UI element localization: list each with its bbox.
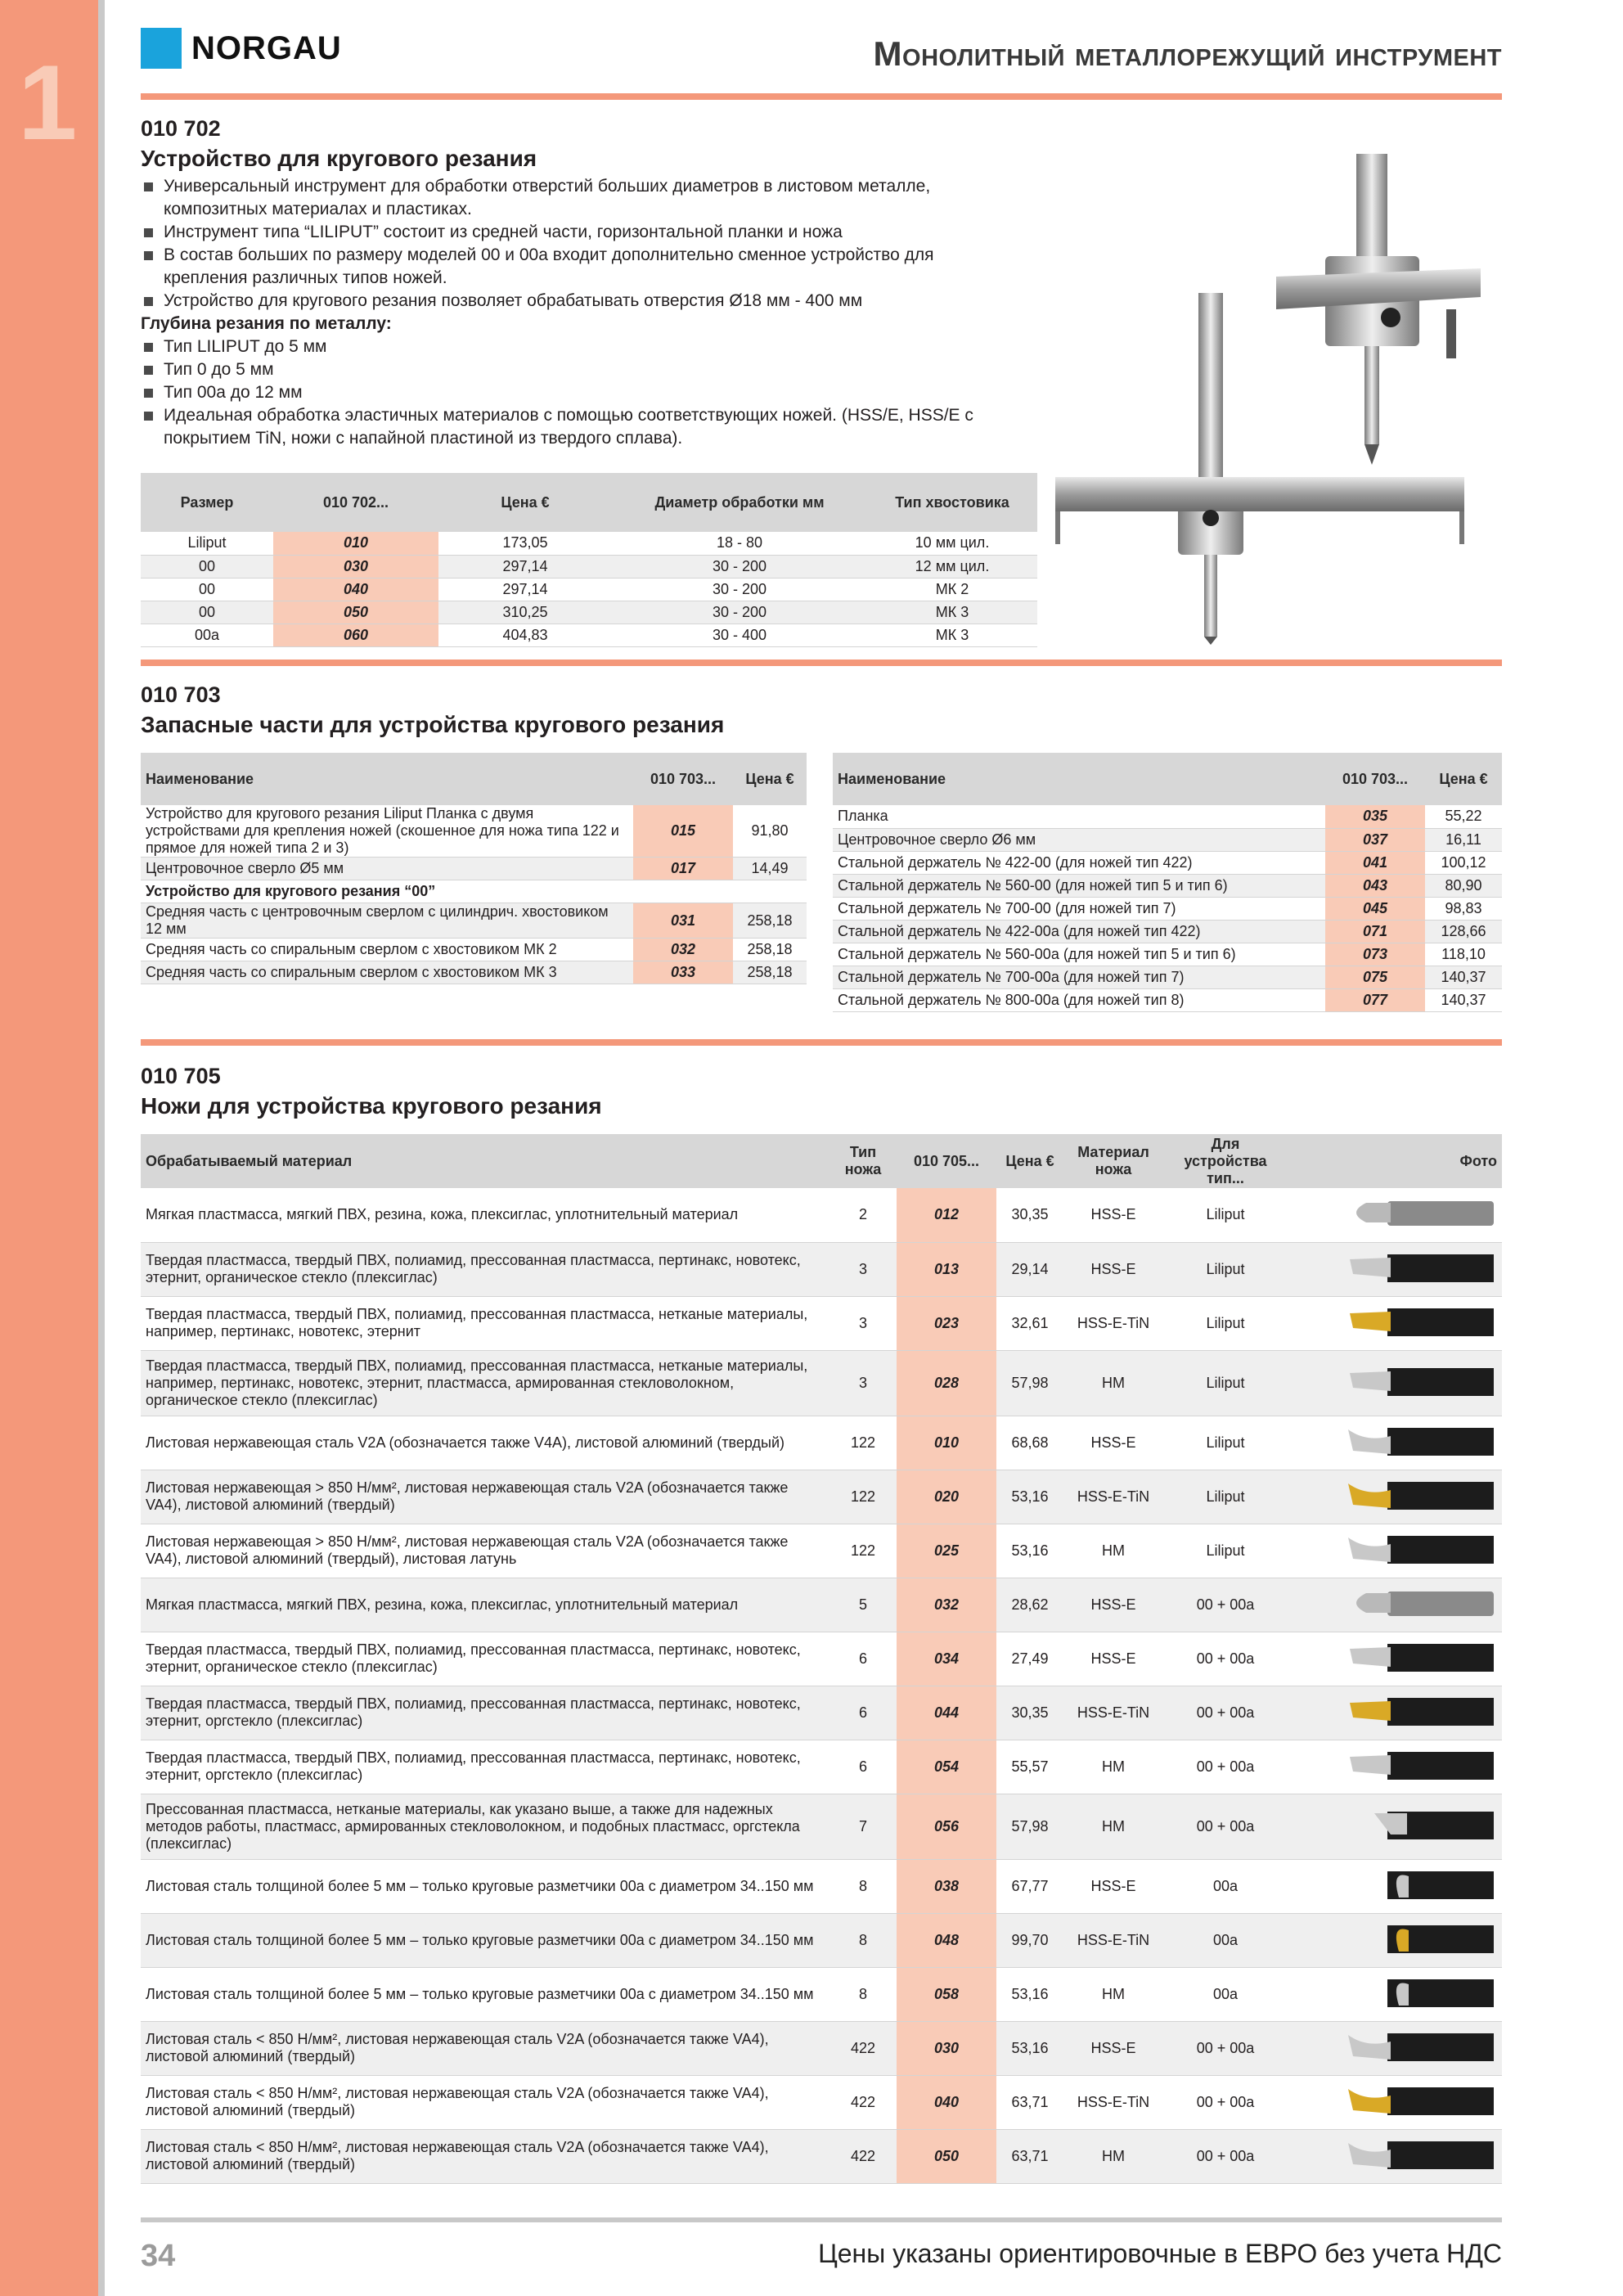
table-row <box>141 805 807 858</box>
article-code: 034 <box>897 1632 996 1686</box>
material: Твердая пластмасса, твердый ПВХ, полиамид, прессованная пластмасса, нетканые материалы, например, пертинакс, новотекс, этернит, пластмасса, армированная стекловолокном, органическое стекло (плексиглас) <box>141 1350 829 1416</box>
knife-photo <box>1288 1740 1502 1794</box>
knife-photo <box>1288 1686 1502 1740</box>
col-header: Цена € <box>996 1134 1063 1188</box>
knife-material: HSS-E <box>1090 1877 1136 1894</box>
table-row <box>141 939 807 961</box>
device-type: Liliput <box>1163 1350 1288 1416</box>
list-item: Устройство для кругового резания позволяет обрабатывать отверстия Ø18 мм - 400 мм <box>141 290 1016 313</box>
material: Прессованная пластмасса, нетканые материалы, как указано выше, а также для надежных методов работы, пластмасс, армированных стекловолокном, и подобных пластмасс, оргстекла (плексиглас) <box>141 1794 829 1859</box>
part-name: Планка <box>838 808 888 825</box>
price: 53,16 <box>1011 1542 1049 1559</box>
article-code: 028 <box>897 1350 996 1416</box>
part-name: Средняя часть с центровочным сверлом с цилиндрич. хвостовиком 12 мм <box>141 903 633 939</box>
section-code: 010 705 <box>141 1064 221 1088</box>
price: 258,18 <box>747 941 793 957</box>
table-cell: 404,83 <box>502 626 548 643</box>
table-row <box>141 2075 1502 2129</box>
price: 27,49 <box>1011 1650 1049 1667</box>
price: 57,98 <box>996 1794 1063 1859</box>
price: 118,10 <box>1441 945 1486 962</box>
material: Листовая сталь < 850 Н/мм², листовая нержавеющая сталь V2A (обозначается также VA4), листовой алюминий (твердый) <box>141 2129 829 2183</box>
col-header: Обрабатываемый материал <box>141 1134 829 1188</box>
table-row <box>141 624 1037 646</box>
device-type: Liliput <box>1206 1434 1245 1451</box>
price: 14,49 <box>733 858 807 880</box>
knife-material: HSS-E-TiN <box>1063 1686 1163 1740</box>
article-code: 023 <box>897 1296 996 1350</box>
table-row <box>833 828 1502 851</box>
device-type: 00 + 00a <box>1163 1794 1288 1859</box>
table-cell: 10 мм цил. <box>915 534 990 551</box>
knife-material: HM <box>1102 1542 1125 1559</box>
table-cell: МК 2 <box>935 580 969 597</box>
knife-photo <box>1288 1859 1502 1913</box>
price: 53,16 <box>996 2021 1063 2075</box>
price: 99,70 <box>996 1913 1063 1967</box>
knife-material: HSS-E-TiN <box>1063 1913 1163 1967</box>
table-cell: 00 <box>141 555 273 578</box>
device-type: Liliput <box>1206 1542 1245 1559</box>
price: 16,11 <box>1425 828 1502 851</box>
table-row <box>833 920 1502 943</box>
table-row <box>141 1967 1502 2021</box>
table-cell: 297,14 <box>502 580 548 597</box>
article-code: 012 <box>897 1188 996 1242</box>
knife-photo <box>1288 2129 1502 2183</box>
material: Твердая пластмасса, твердый ПВХ, полиамид, прессованная пластмасса, нетканые материалы, например, пертинакс, новотекс, этернит <box>146 1306 808 1339</box>
part-name: Стальной держатель № 560-00a (для ножей тип 5 и тип 6) <box>838 945 1236 962</box>
price: 63,71 <box>1011 2093 1049 2110</box>
section-title: Устройство для кругового резания <box>141 146 537 171</box>
table-row <box>833 874 1502 897</box>
article-code: 025 <box>897 1524 996 1578</box>
article-code: 045 <box>1325 897 1425 920</box>
price: 140,37 <box>1441 991 1486 1008</box>
material: Листовая сталь толщиной более 5 мм – только круговые разметчики 00a с диаметром 34..150 мм <box>146 1985 814 2002</box>
article-code: 050 <box>273 601 438 624</box>
knife-material: HSS-E <box>1063 1578 1163 1632</box>
article-code: 032 <box>633 939 733 961</box>
price: 100,12 <box>1441 853 1486 871</box>
section-rule <box>141 660 1502 666</box>
article-code: 017 <box>633 858 733 880</box>
device-type: Liliput <box>1163 1242 1288 1296</box>
table-row <box>833 805 1502 828</box>
part-name: Средняя часть со спиральным сверлом с хвостовиком МК 3 <box>141 961 633 984</box>
knife-type: 8 <box>858 1985 867 2002</box>
article-code: 073 <box>1325 943 1425 966</box>
table-row <box>141 961 807 984</box>
table-cell: 12 мм цил. <box>867 555 1037 578</box>
list-item: Тип 0 до 5 мм <box>141 358 1016 381</box>
article-code: 030 <box>897 2021 996 2075</box>
price: 68,68 <box>1011 1434 1049 1451</box>
feature-list <box>141 175 1016 450</box>
table-cell: 00 <box>141 601 273 624</box>
list-item: Идеальная обработка эластичных материалов с помощью соответствующих ножей. (HSS/E, HSS/E с покрытием TiN, ножи с напайной пластиной из твердого сплава). <box>141 404 1016 450</box>
article-code: 056 <box>897 1794 996 1859</box>
sizes-table <box>141 473 1037 647</box>
section-code: 010 703 <box>141 682 221 707</box>
col-header: 010 703... <box>633 753 733 805</box>
part-name: Стальной держатель № 700-00a (для ножей тип 7) <box>833 966 1325 988</box>
article-code: 013 <box>897 1242 996 1296</box>
knife-material: HSS-E <box>1063 2021 1163 2075</box>
knife-photo <box>1288 1350 1502 1416</box>
device-type: Liliput <box>1163 1470 1288 1524</box>
part-name: Стальной держатель № 700-00 (для ножей тип 7) <box>838 899 1176 916</box>
material: Твердая пластмасса, твердый ПВХ, полиамид, прессованная пластмасса, пертинакс, новотекс, этернит, оргстекло (плексиглас) <box>146 1749 801 1783</box>
knife-material: HSS-E <box>1090 1206 1136 1223</box>
article-code: 044 <box>897 1686 996 1740</box>
table-row <box>141 1242 1502 1296</box>
knife-photo <box>1288 1794 1502 1859</box>
device-type: 00 + 00a <box>1196 1650 1255 1667</box>
table-row <box>833 943 1502 966</box>
list-item: В состав больших по размеру моделей 00 и 00a входит дополнительно сменное устройство для крепления различных типов ножей. <box>141 244 1016 290</box>
article-code: 040 <box>897 2075 996 2129</box>
article-code: 058 <box>897 1967 996 2021</box>
knife-type: 422 <box>850 2093 876 2110</box>
circle-cutter-photo <box>1055 154 1513 645</box>
material: Твердая пластмасса, твердый ПВХ, полиамид, прессованная пластмасса, пертинакс, новотекс, этернит, оргстекло (плексиглас) <box>141 1686 829 1740</box>
part-name: Устройство для кругового резания “00” <box>146 883 436 899</box>
col-header: Размер <box>141 473 273 532</box>
list-item: Тип LILIPUT до 5 мм <box>141 335 1016 358</box>
knife-material: HM <box>1102 1985 1125 2002</box>
price: 30,35 <box>996 1686 1063 1740</box>
table-row <box>141 1686 1502 1740</box>
col-header: Тип хвостовика <box>867 473 1037 532</box>
section-code: 010 702 <box>141 116 221 141</box>
knife-type: 6 <box>829 1686 897 1740</box>
material: Мягкая пластмасса, мягкий ПВХ, резина, кожа, плексиглас, уплотнительный материал <box>141 1578 829 1632</box>
table-row <box>141 858 807 880</box>
col-header: Наименование <box>833 753 1325 805</box>
col-header: Диаметр обработки мм <box>612 473 867 532</box>
table-cell: 30 - 400 <box>712 626 767 643</box>
part-name: Стальной держатель № 800-00a (для ножей тип 8) <box>838 991 1185 1008</box>
price: 140,37 <box>1425 966 1502 988</box>
material: Листовая сталь толщиной более 5 мм – только круговые разметчики 00a с диаметром 34..150 мм <box>146 1877 814 1894</box>
table-row <box>141 601 1037 624</box>
section-title: Ножи для устройства кругового резания <box>141 1093 602 1119</box>
part-name: Стальной держатель № 422-00a (для ножей тип 422) <box>833 920 1325 943</box>
article-code: 041 <box>1325 851 1425 874</box>
table-cell: МК 3 <box>867 601 1037 624</box>
knife-photo <box>1288 1470 1502 1524</box>
knife-photo <box>1288 2075 1502 2129</box>
knife-type: 122 <box>829 1470 897 1524</box>
device-type: 00 + 00a <box>1163 2021 1288 2075</box>
part-name: Центровочное сверло Ø6 мм <box>833 828 1325 851</box>
table-row <box>141 1632 1502 1686</box>
price: 53,16 <box>1011 1985 1049 2002</box>
price: 53,16 <box>996 1470 1063 1524</box>
article-code: 071 <box>1325 920 1425 943</box>
table-row <box>141 1794 1502 1859</box>
col-header: 010 705... <box>897 1134 996 1188</box>
col-header: 010 702... <box>273 473 438 532</box>
table-row <box>141 1524 1502 1578</box>
knife-type: 7 <box>829 1794 897 1859</box>
article-code: 038 <box>897 1859 996 1913</box>
knife-photo <box>1288 1416 1502 1470</box>
table-cell: 30 - 200 <box>712 580 767 597</box>
spare-parts-table-right <box>833 753 1502 1012</box>
price: 258,18 <box>733 961 807 984</box>
device-type: 00 + 00a <box>1163 2129 1288 2183</box>
material: Листовая нержавеющая > 850 Н/мм², листовая нержавеющая сталь V2A (обозначается также VA4), листовой алюминий (твердый), листовая латунь <box>146 1533 789 1567</box>
knife-type: 3 <box>858 1314 867 1331</box>
part-name: Стальной держатель № 422-00 (для ножей тип 422) <box>838 853 1193 871</box>
col-header: Тип ножа <box>829 1134 897 1188</box>
col-header: Цена € <box>438 473 612 532</box>
col-header: Цена € <box>733 753 807 805</box>
knife-material: HM <box>1063 2129 1163 2183</box>
article-code: 031 <box>633 903 733 939</box>
table-row <box>141 1350 1502 1416</box>
price: 63,71 <box>996 2129 1063 2183</box>
col-header: Фото <box>1288 1134 1502 1188</box>
price: 128,66 <box>1425 920 1502 943</box>
table-cell: 00 <box>198 580 216 597</box>
article-code: 032 <box>897 1578 996 1632</box>
list-item: Тип 00a до 12 мм <box>141 381 1016 404</box>
table-row <box>141 1859 1502 1913</box>
article-code: 040 <box>273 578 438 601</box>
knife-photo <box>1288 1913 1502 1967</box>
spare-parts-table-left <box>141 753 807 984</box>
material: Листовая сталь < 850 Н/мм², листовая нержавеющая сталь V2A (обозначается также VA4), листовой алюминий (твердый) <box>146 2085 769 2118</box>
knife-photo <box>1288 1296 1502 1350</box>
knife-type: 8 <box>858 1877 867 1894</box>
price: 258,18 <box>733 903 807 939</box>
article-code: 054 <box>897 1740 996 1794</box>
part-name: Средняя часть со спиральным сверлом с хвостовиком МК 2 <box>146 941 557 957</box>
device-type: 00 + 00a <box>1163 1686 1288 1740</box>
knife-material: HSS-E <box>1090 1434 1136 1451</box>
col-header: Наименование <box>141 753 633 805</box>
material: Листовая сталь < 850 Н/мм², листовая нержавеющая сталь V2A (обозначается также VA4), листовой алюминий (твердый) <box>141 2021 829 2075</box>
article-code: 015 <box>633 805 733 858</box>
device-type: 00a <box>1212 1985 1239 2002</box>
page-number: 34 <box>141 2239 176 2273</box>
price-note: Цены указаны ориентировочные в ЕВРО без учета НДС <box>818 2239 1502 2268</box>
price: 67,77 <box>1011 1877 1049 1894</box>
device-type: 00 + 00a <box>1196 1758 1255 1775</box>
knife-photo <box>1288 1242 1502 1296</box>
knife-type: 2 <box>858 1206 867 1223</box>
col-header: Цена € <box>1425 753 1502 805</box>
device-type: Liliput <box>1206 1314 1245 1331</box>
article-code: 075 <box>1325 966 1425 988</box>
device-type: 00a <box>1212 1877 1239 1894</box>
price: 32,61 <box>1011 1314 1049 1331</box>
price: 30,35 <box>1011 1206 1049 1223</box>
brand-logo <box>141 28 342 69</box>
part-name: Стальной держатель № 560-00 (для ножей тип 5 и тип 6) <box>833 874 1325 897</box>
table-cell: МК 3 <box>935 626 969 643</box>
table-cell: 173,05 <box>502 534 548 551</box>
chapter-number: 1 <box>18 43 78 162</box>
material: Твердая пластмасса, твердый ПВХ, полиамид, прессованная пластмасса, пертинакс, новотекс, этернит, органическое стекло (плексиглас) <box>141 1242 829 1296</box>
table-cell: 18 - 80 <box>716 534 763 551</box>
brand-name: NORGAU <box>191 29 342 66</box>
device-type: 00 + 00a <box>1196 2093 1255 2110</box>
table-row <box>141 2129 1502 2183</box>
table-row <box>833 988 1502 1011</box>
article-code: 035 <box>1325 805 1425 828</box>
side-divider <box>98 0 105 2296</box>
knife-type: 122 <box>850 1542 876 1559</box>
table-row <box>141 903 807 939</box>
knife-photo <box>1288 1188 1502 1242</box>
table-row <box>833 897 1502 920</box>
knife-photo <box>1288 1967 1502 2021</box>
table-row <box>141 555 1037 578</box>
table-cell: 297,14 <box>438 555 612 578</box>
logo-square-icon <box>141 28 182 69</box>
knife-material: HSS-E <box>1063 1242 1163 1296</box>
section-rule <box>141 1039 1502 1046</box>
table-cell: 00a <box>194 626 220 643</box>
depth-heading: Глубина резания по металлу: <box>141 314 392 333</box>
table-row <box>141 1296 1502 1350</box>
table-row <box>141 1913 1502 1967</box>
article-code: 043 <box>1325 874 1425 897</box>
knife-photo <box>1288 2021 1502 2075</box>
section-title: Запасные части для устройства кругового резания <box>141 712 725 737</box>
knife-type: 3 <box>829 1350 897 1416</box>
col-header: Материал ножа <box>1063 1134 1163 1188</box>
table-row <box>833 851 1502 874</box>
price: 57,98 <box>996 1350 1063 1416</box>
material: Листовая нержавеющая > 850 Н/мм², листовая нержавеющая сталь V2A (обозначается также VA4), листовой алюминий (твердый) <box>141 1470 829 1524</box>
page-title: Монолитный металлорежущий инструмент <box>873 34 1502 73</box>
article-code: 030 <box>273 555 438 578</box>
material: Мягкая пластмасса, мягкий ПВХ, резина, кожа, плексиглас, уплотнительный материал <box>146 1206 739 1223</box>
article-code: 060 <box>273 624 438 646</box>
knife-material: HSS-E-TiN <box>1077 2093 1150 2110</box>
article-code: 010 <box>897 1416 996 1470</box>
knives-table <box>141 1134 1502 2184</box>
knife-material: HSS-E <box>1090 1650 1136 1667</box>
knife-photo <box>1288 1578 1502 1632</box>
table-row <box>141 1416 1502 1470</box>
footer-rule <box>141 2217 1502 2222</box>
header-rule <box>141 93 1502 100</box>
list-item: Универсальный инструмент для обработки отверстий больших диаметров в листовом металле, композитных материалах и пластиках. <box>141 175 1016 221</box>
price <box>733 880 807 903</box>
table-row <box>141 1740 1502 1794</box>
article-code: 037 <box>1325 828 1425 851</box>
device-type: 00a <box>1163 1913 1288 1967</box>
part-name: Центровочное сверло Ø5 мм <box>141 858 633 880</box>
knife-material: HM <box>1063 1350 1163 1416</box>
table-cell: Liliput <box>187 534 227 551</box>
knife-type: 6 <box>858 1650 867 1667</box>
knife-type: 422 <box>829 2129 897 2183</box>
device-type: 00 + 00a <box>1163 1578 1288 1632</box>
price: 98,83 <box>1445 899 1482 916</box>
knife-material: HM <box>1102 1758 1125 1775</box>
table-row <box>141 880 807 903</box>
col-header: 010 703... <box>1325 753 1425 805</box>
article-code: 077 <box>1325 988 1425 1011</box>
knife-type: 422 <box>829 2021 897 2075</box>
side-strip <box>0 0 98 2296</box>
list-item: Инструмент типа “LILIPUT” состоит из средней части, горизонтальной планки и ножа <box>141 221 1016 244</box>
material: Листовая сталь толщиной более 5 мм – только круговые разметчики 00a с диаметром 34..150 мм <box>141 1913 829 1967</box>
price: 80,90 <box>1425 874 1502 897</box>
table-cell: 310,25 <box>438 601 612 624</box>
knife-type: 3 <box>829 1242 897 1296</box>
col-header: Для устройства тип... <box>1163 1134 1288 1188</box>
article-code: 020 <box>897 1470 996 1524</box>
knife-material: HSS-E-TiN <box>1063 1470 1163 1524</box>
knife-type: 8 <box>829 1913 897 1967</box>
knife-type: 122 <box>850 1434 876 1451</box>
knife-material: HSS-E-TiN <box>1077 1314 1150 1331</box>
knife-photo <box>1288 1524 1502 1578</box>
material: Твердая пластмасса, твердый ПВХ, полиамид, прессованная пластмасса, пертинакс, новотекс, этернит, органическое стекло (плексиглас) <box>146 1641 801 1675</box>
table-row <box>141 1188 1502 1242</box>
article-code: 033 <box>633 961 733 984</box>
device-type: Liliput <box>1206 1206 1245 1223</box>
material: Листовая нержавеющая сталь V2A (обозначается также V4A), листовой алюминий (твердый) <box>146 1434 785 1451</box>
table-row <box>141 2021 1502 2075</box>
price: 28,62 <box>996 1578 1063 1632</box>
table-cell: 30 - 200 <box>612 601 867 624</box>
knife-type: 5 <box>829 1578 897 1632</box>
knife-photo <box>1288 1632 1502 1686</box>
price: 55,57 <box>1011 1758 1049 1775</box>
price: 55,22 <box>1445 808 1482 825</box>
price: 29,14 <box>996 1242 1063 1296</box>
article-code: 010 <box>273 532 438 555</box>
table-row <box>833 966 1502 988</box>
part-name: Устройство для кругового резания Liliput Планка с двумя устройствами для крепления ножей (скошенное для ножа типа 122 и прямое для ножей типа 2 и 3) <box>146 805 619 856</box>
table-row <box>141 1578 1502 1632</box>
knife-material: HM <box>1063 1794 1163 1859</box>
table-row <box>141 578 1037 601</box>
article-code <box>633 880 733 903</box>
table-row <box>141 532 1037 555</box>
article-code: 050 <box>897 2129 996 2183</box>
table-cell: 30 - 200 <box>612 555 867 578</box>
article-code: 048 <box>897 1913 996 1967</box>
knife-type: 6 <box>858 1758 867 1775</box>
price: 91,80 <box>751 822 789 839</box>
table-row <box>141 1470 1502 1524</box>
